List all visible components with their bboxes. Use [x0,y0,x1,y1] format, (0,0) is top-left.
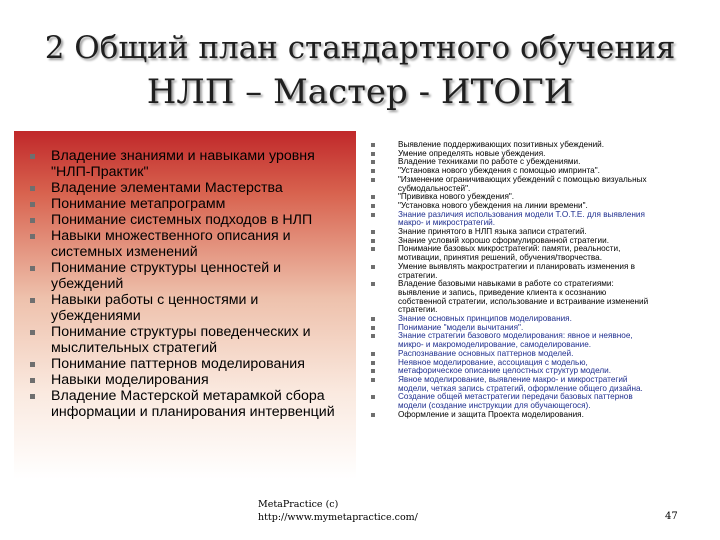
left-list-item: Владение Мастерской метарамкой сбора информации и планирования интервенций [28,388,348,420]
right-list-item: Выявление поддерживающих позитивных убеждений. [371,141,656,150]
right-list-item: Знание стратегии базового моделирования: явное и неявное, микро- и макромоделирование, самоделирование. [371,332,656,349]
page-number: 47 [665,511,678,522]
right-list-item: Знание основных принципов моделирования. [371,315,656,324]
right-list-item: Знание различия использования модели Т.О.Т.Е. для выявления макро- и микростратегий. [371,211,656,228]
right-list-item: Распознавание основных паттернов моделей. [371,350,656,359]
right-list-item: "Установка нового убеждения на линии времени". [371,202,656,211]
left-list-item: Понимание метапрограмм [28,196,348,212]
right-list-item: Владение базовыми навыками в работе со стратегиями: выявление и запись, приведение клиента к осознанию собственной стратегии, использование и встраивание изменений стратегии. [371,280,656,315]
left-bullet-list [28,148,348,420]
right-list-item: Понимание базовых микростратегий: памяти, реальности, мотивации, принятия решений, обучения/творчества. [371,245,656,262]
right-list-item: Оформление и защита Проекта моделирования. [371,411,656,420]
left-list-item: Владение элементами Мастерства [28,180,348,196]
right-list-item: Знание условий хорошо сформулированной стратегии. [371,237,656,246]
left-list-item: Владение знаниями и навыками уровня "НЛП-Практик" [28,148,348,180]
right-list-item: метафорическое описание целостных структур модели. [371,367,656,376]
left-list-item: Понимание структуры ценностей и убеждений [28,260,348,292]
right-list-item: Владение техниками по работе с убеждениями. [371,158,656,167]
right-list-item: Знание принятого в НЛП языка записи стратегий. [371,228,656,237]
right-list-item: "Прививка нового убеждения". [371,193,656,202]
slide-title-line1: 2 Общий план стандартного обучения [44,30,676,66]
right-list-item: Создание общей метастратегии передачи базовых паттернов модели (создание инструкции для обучающегося). [371,393,656,410]
right-list-item: Явное моделирование, выявление макро- и микростратегий модели, четкая запись стратегий, оформление общего дизайна. [371,376,656,393]
footer-copyright: MetaPractice (c) [258,499,339,510]
right-bullet-list [371,141,656,420]
left-list-item: Навыки множественного описания и системных изменений [28,228,348,260]
right-list-item: "Установка нового убеждения с помощью импринта". [371,167,656,176]
slide-title-line2: НЛП – Мастер - ИТОГИ [146,72,574,112]
footer-url: http://www.mymetapractice.com/ [258,512,418,523]
left-list-item: Понимание системных подходов в НЛП [28,212,348,228]
left-list-item: Навыки работы с ценностями и убеждениями [28,292,348,324]
right-list-item: Неявное моделирование, ассоциация с моделью, [371,359,656,368]
left-list-item: Понимание паттернов моделирования [28,356,348,372]
left-list-item: Навыки моделирования [28,372,348,388]
right-list-item: Понимание "модели вычитания". [371,324,656,333]
right-list-item: "Изменение ограничивающих убеждений с помощью визуальных субмодальностей". [371,176,656,193]
right-list-item: Умение определять новые убеждения. [371,150,656,159]
right-list-item: Умение выявлять макростратегии и планировать изменения в стратегии. [371,263,656,280]
footer [258,498,418,524]
left-list-item: Понимание структуры поведенческих и мыслительных стратегий [28,324,348,356]
